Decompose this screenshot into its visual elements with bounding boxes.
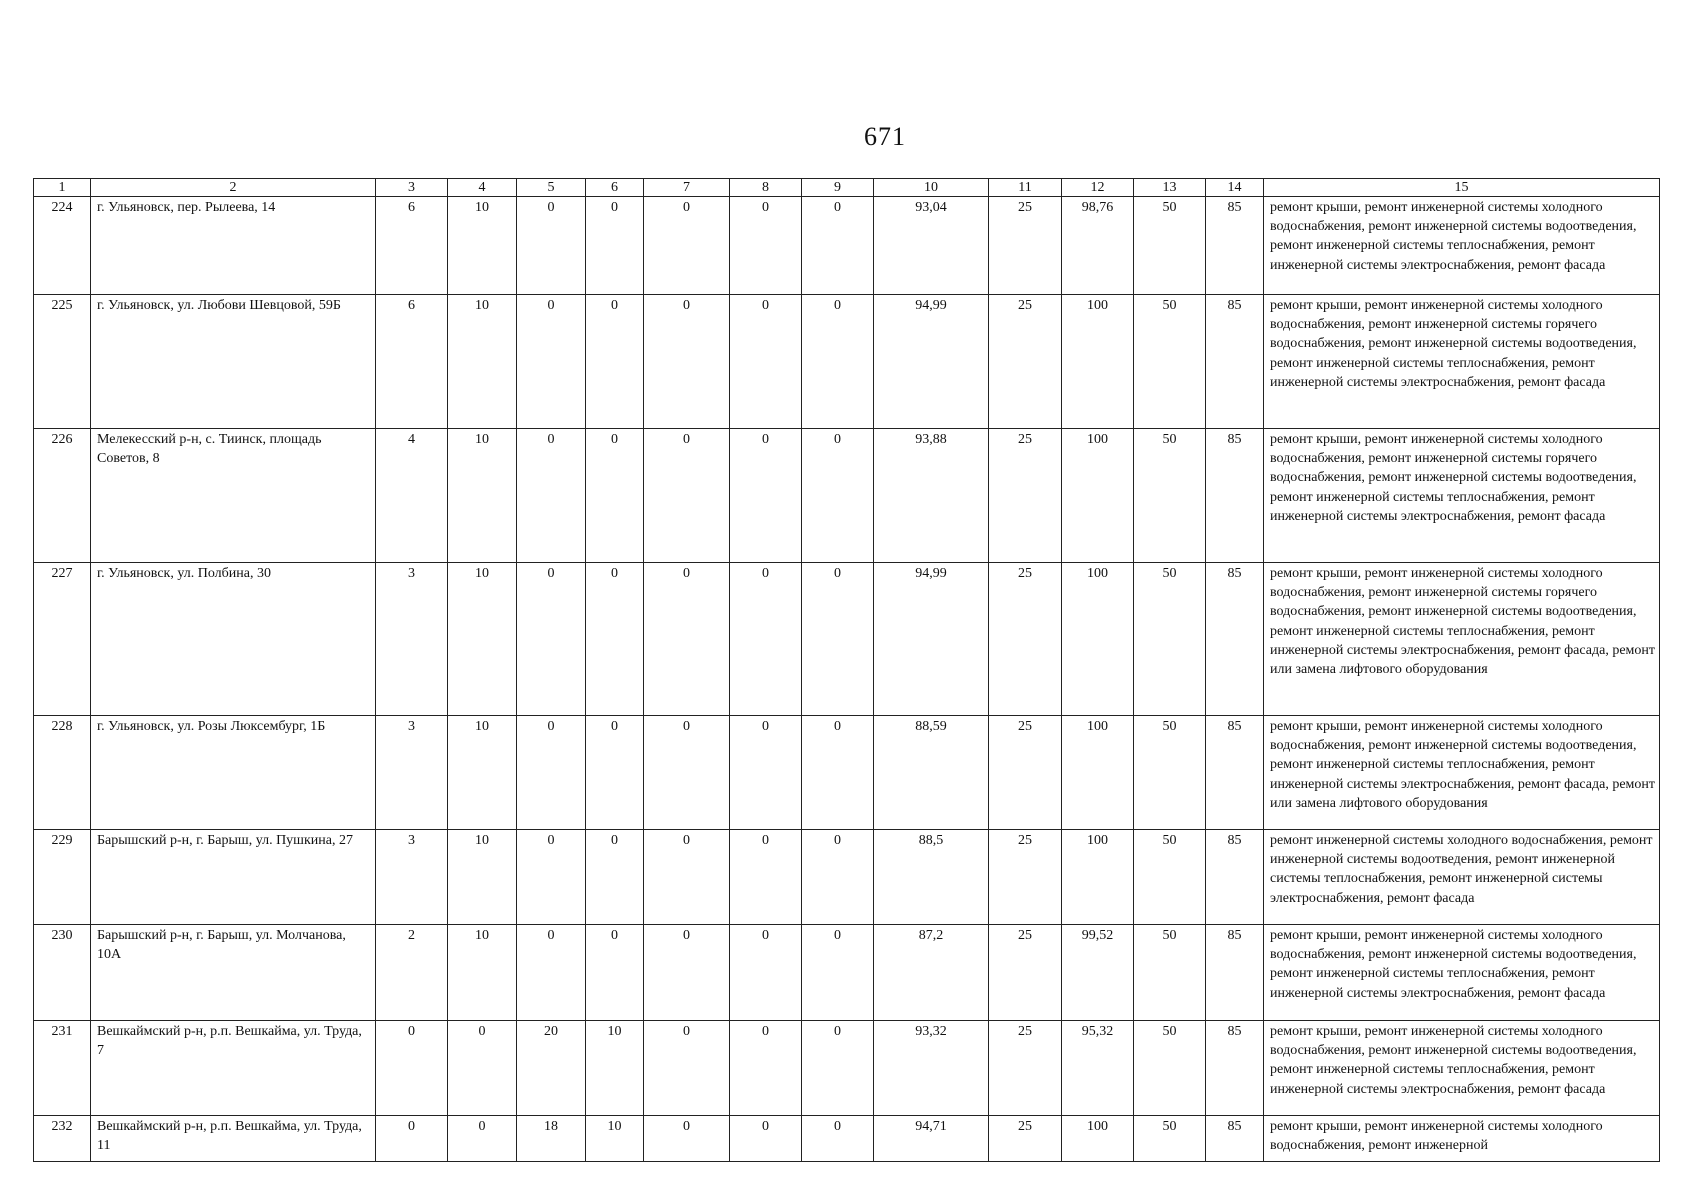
column-number-row <box>34 179 1660 197</box>
table-row <box>34 1116 1660 1162</box>
value-cell: 0 <box>802 197 874 295</box>
address-cell: Барышский р-н, г. Барыш, ул. Молчанова, 10А <box>91 925 376 1021</box>
value-cell: 85 <box>1206 563 1264 716</box>
repair-table-container <box>33 178 1660 1162</box>
value-cell: 50 <box>1134 429 1206 563</box>
row-number-cell: 228 <box>34 716 91 830</box>
value-cell: 100 <box>1062 716 1134 830</box>
value-cell: 0 <box>448 1021 517 1116</box>
works-cell: ремонт крыши, ремонт инженерной системы холодного водоснабжения, ремонт инженерной системы горячего водоснабжения, ремонт инженерной системы водоотведения, ремонт инженерной системы теплоснабжения, ремонт инженерной системы электроснабжения, ремонт фасада, ремонт или замена лифтового оборудования <box>1264 563 1660 716</box>
works-cell: ремонт крыши, ремонт инженерной системы холодного водоснабжения, ремонт инженерной системы горячего водоснабжения, ремонт инженерной системы водоотведения, ремонт инженерной системы теплоснабжения, ремонт инженерной системы электроснабжения, ремонт фасада <box>1264 429 1660 563</box>
value-cell: 0 <box>802 1116 874 1162</box>
works-cell: ремонт крыши, ремонт инженерной системы холодного водоснабжения, ремонт инженерной системы водоотведения, ремонт инженерной системы теплоснабжения, ремонт инженерной системы электроснабжения, ремонт фасада, ремонт или замена лифтового оборудования <box>1264 716 1660 830</box>
value-cell: 85 <box>1206 429 1264 563</box>
column-header: 1 <box>34 179 91 197</box>
table-row <box>34 429 1660 563</box>
table-row <box>34 197 1660 295</box>
value-cell: 0 <box>517 830 586 925</box>
value-cell: 0 <box>644 295 730 429</box>
column-header: 5 <box>517 179 586 197</box>
works-cell: ремонт крыши, ремонт инженерной системы холодного водоснабжения, ремонт инженерной системы водоотведения, ремонт инженерной системы теплоснабжения, ремонт инженерной системы электроснабжения, ремонт фасада <box>1264 1021 1660 1116</box>
value-cell: 100 <box>1062 830 1134 925</box>
row-number-cell: 225 <box>34 295 91 429</box>
column-header: 9 <box>802 179 874 197</box>
value-cell: 10 <box>448 925 517 1021</box>
value-cell: 0 <box>376 1116 448 1162</box>
column-header: 11 <box>989 179 1062 197</box>
value-cell: 25 <box>989 1116 1062 1162</box>
value-cell: 0 <box>730 295 802 429</box>
value-cell: 50 <box>1134 716 1206 830</box>
value-cell: 18 <box>517 1116 586 1162</box>
row-number-cell: 224 <box>34 197 91 295</box>
value-cell: 100 <box>1062 429 1134 563</box>
value-cell: 0 <box>586 295 644 429</box>
address-cell: Мелекесский р-н, с. Тиинск, площадь Советов, 8 <box>91 429 376 563</box>
value-cell: 0 <box>644 1021 730 1116</box>
value-cell: 0 <box>802 716 874 830</box>
value-cell: 100 <box>1062 563 1134 716</box>
value-cell: 0 <box>802 563 874 716</box>
value-cell: 50 <box>1134 563 1206 716</box>
address-cell: Вешкаймский р-н, р.п. Вешкайма, ул. Труда, 11 <box>91 1116 376 1162</box>
value-cell: 50 <box>1134 197 1206 295</box>
value-cell: 88,5 <box>874 830 989 925</box>
value-cell: 93,32 <box>874 1021 989 1116</box>
value-cell: 10 <box>448 197 517 295</box>
table-row <box>34 925 1660 1021</box>
value-cell: 0 <box>644 197 730 295</box>
value-cell: 25 <box>989 429 1062 563</box>
value-cell: 94,71 <box>874 1116 989 1162</box>
value-cell: 0 <box>517 563 586 716</box>
value-cell: 50 <box>1134 295 1206 429</box>
value-cell: 98,76 <box>1062 197 1134 295</box>
value-cell: 0 <box>644 1116 730 1162</box>
value-cell: 0 <box>586 563 644 716</box>
value-cell: 10 <box>448 563 517 716</box>
value-cell: 99,52 <box>1062 925 1134 1021</box>
table-row <box>34 1021 1660 1116</box>
value-cell: 85 <box>1206 197 1264 295</box>
value-cell: 94,99 <box>874 563 989 716</box>
value-cell: 50 <box>1134 1116 1206 1162</box>
value-cell: 0 <box>644 716 730 830</box>
value-cell: 94,99 <box>874 295 989 429</box>
value-cell: 0 <box>644 830 730 925</box>
value-cell: 10 <box>448 429 517 563</box>
address-cell: г. Ульяновск, ул. Розы Люксембург, 1Б <box>91 716 376 830</box>
value-cell: 0 <box>730 197 802 295</box>
value-cell: 6 <box>376 295 448 429</box>
page-number: 671 <box>864 122 906 151</box>
value-cell: 85 <box>1206 925 1264 1021</box>
value-cell: 93,04 <box>874 197 989 295</box>
value-cell: 25 <box>989 925 1062 1021</box>
value-cell: 25 <box>989 716 1062 830</box>
value-cell: 0 <box>586 716 644 830</box>
column-header: 15 <box>1264 179 1660 197</box>
value-cell: 0 <box>730 830 802 925</box>
column-header: 8 <box>730 179 802 197</box>
value-cell: 85 <box>1206 295 1264 429</box>
row-number-cell: 227 <box>34 563 91 716</box>
table-row <box>34 830 1660 925</box>
value-cell: 0 <box>802 1021 874 1116</box>
value-cell: 0 <box>730 716 802 830</box>
works-cell: ремонт крыши, ремонт инженерной системы холодного водоснабжения, ремонт инженерной системы водоотведения, ремонт инженерной системы теплоснабжения, ремонт инженерной системы электроснабжения, ремонт фасада <box>1264 197 1660 295</box>
value-cell: 0 <box>802 830 874 925</box>
table-row <box>34 716 1660 830</box>
row-number-cell: 231 <box>34 1021 91 1116</box>
value-cell: 50 <box>1134 925 1206 1021</box>
value-cell: 0 <box>586 429 644 563</box>
value-cell: 0 <box>448 1116 517 1162</box>
address-cell: г. Ульяновск, ул. Любови Шевцовой, 59Б <box>91 295 376 429</box>
value-cell: 50 <box>1134 830 1206 925</box>
value-cell: 25 <box>989 563 1062 716</box>
value-cell: 95,32 <box>1062 1021 1134 1116</box>
column-header: 13 <box>1134 179 1206 197</box>
value-cell: 0 <box>730 925 802 1021</box>
value-cell: 3 <box>376 830 448 925</box>
column-header: 7 <box>644 179 730 197</box>
value-cell: 93,88 <box>874 429 989 563</box>
value-cell: 0 <box>586 830 644 925</box>
table-row <box>34 295 1660 429</box>
column-header: 12 <box>1062 179 1134 197</box>
value-cell: 0 <box>517 197 586 295</box>
address-cell: Вешкаймский р-н, р.п. Вешкайма, ул. Труда, 7 <box>91 1021 376 1116</box>
value-cell: 0 <box>517 716 586 830</box>
value-cell: 10 <box>586 1021 644 1116</box>
value-cell: 85 <box>1206 1021 1264 1116</box>
value-cell: 0 <box>730 1116 802 1162</box>
value-cell: 100 <box>1062 295 1134 429</box>
value-cell: 0 <box>517 429 586 563</box>
value-cell: 25 <box>989 1021 1062 1116</box>
value-cell: 25 <box>989 830 1062 925</box>
value-cell: 25 <box>989 295 1062 429</box>
value-cell: 0 <box>730 1021 802 1116</box>
value-cell: 0 <box>802 925 874 1021</box>
works-cell: ремонт крыши, ремонт инженерной системы холодного водоснабжения, ремонт инженерной системы горячего водоснабжения, ремонт инженерной системы водоотведения, ремонт инженерной системы теплоснабжения, ремонт инженерной системы электроснабжения, ремонт фасада <box>1264 295 1660 429</box>
value-cell: 0 <box>644 925 730 1021</box>
value-cell: 4 <box>376 429 448 563</box>
address-cell: г. Ульяновск, ул. Полбина, 30 <box>91 563 376 716</box>
value-cell: 6 <box>376 197 448 295</box>
value-cell: 2 <box>376 925 448 1021</box>
value-cell: 3 <box>376 716 448 830</box>
value-cell: 10 <box>448 830 517 925</box>
value-cell: 87,2 <box>874 925 989 1021</box>
value-cell: 0 <box>644 563 730 716</box>
value-cell: 85 <box>1206 830 1264 925</box>
value-cell: 0 <box>802 429 874 563</box>
repair-table <box>33 178 1660 1162</box>
value-cell: 3 <box>376 563 448 716</box>
value-cell: 10 <box>448 716 517 830</box>
value-cell: 20 <box>517 1021 586 1116</box>
value-cell: 85 <box>1206 1116 1264 1162</box>
value-cell: 0 <box>730 563 802 716</box>
column-header: 4 <box>448 179 517 197</box>
column-header: 2 <box>91 179 376 197</box>
value-cell: 10 <box>586 1116 644 1162</box>
value-cell: 100 <box>1062 1116 1134 1162</box>
works-cell: ремонт инженерной системы холодного водоснабжения, ремонт инженерной системы водоотведения, ремонт инженерной системы теплоснабжения, ремонт инженерной системы электроснабжения, ремонт фасада <box>1264 830 1660 925</box>
value-cell: 0 <box>376 1021 448 1116</box>
value-cell: 0 <box>586 197 644 295</box>
works-cell: ремонт крыши, ремонт инженерной системы холодного водоснабжения, ремонт инженерной системы водоотведения, ремонт инженерной системы теплоснабжения, ремонт инженерной системы электроснабжения, ремонт фасада <box>1264 925 1660 1021</box>
address-cell: г. Ульяновск, пер. Рылеева, 14 <box>91 197 376 295</box>
value-cell: 0 <box>586 925 644 1021</box>
value-cell: 0 <box>730 429 802 563</box>
value-cell: 25 <box>989 197 1062 295</box>
row-number-cell: 232 <box>34 1116 91 1162</box>
value-cell: 85 <box>1206 716 1264 830</box>
value-cell: 0 <box>644 429 730 563</box>
works-cell: ремонт крыши, ремонт инженерной системы холодного водоснабжения, ремонт инженерной <box>1264 1116 1660 1162</box>
column-header: 3 <box>376 179 448 197</box>
value-cell: 0 <box>517 295 586 429</box>
column-header: 14 <box>1206 179 1264 197</box>
value-cell: 50 <box>1134 1021 1206 1116</box>
column-header: 6 <box>586 179 644 197</box>
value-cell: 0 <box>802 295 874 429</box>
value-cell: 10 <box>448 295 517 429</box>
row-number-cell: 230 <box>34 925 91 1021</box>
value-cell: 0 <box>517 925 586 1021</box>
column-header: 10 <box>874 179 989 197</box>
value-cell: 88,59 <box>874 716 989 830</box>
row-number-cell: 226 <box>34 429 91 563</box>
row-number-cell: 229 <box>34 830 91 925</box>
table-row <box>34 563 1660 716</box>
address-cell: Барышский р-н, г. Барыш, ул. Пушкина, 27 <box>91 830 376 925</box>
